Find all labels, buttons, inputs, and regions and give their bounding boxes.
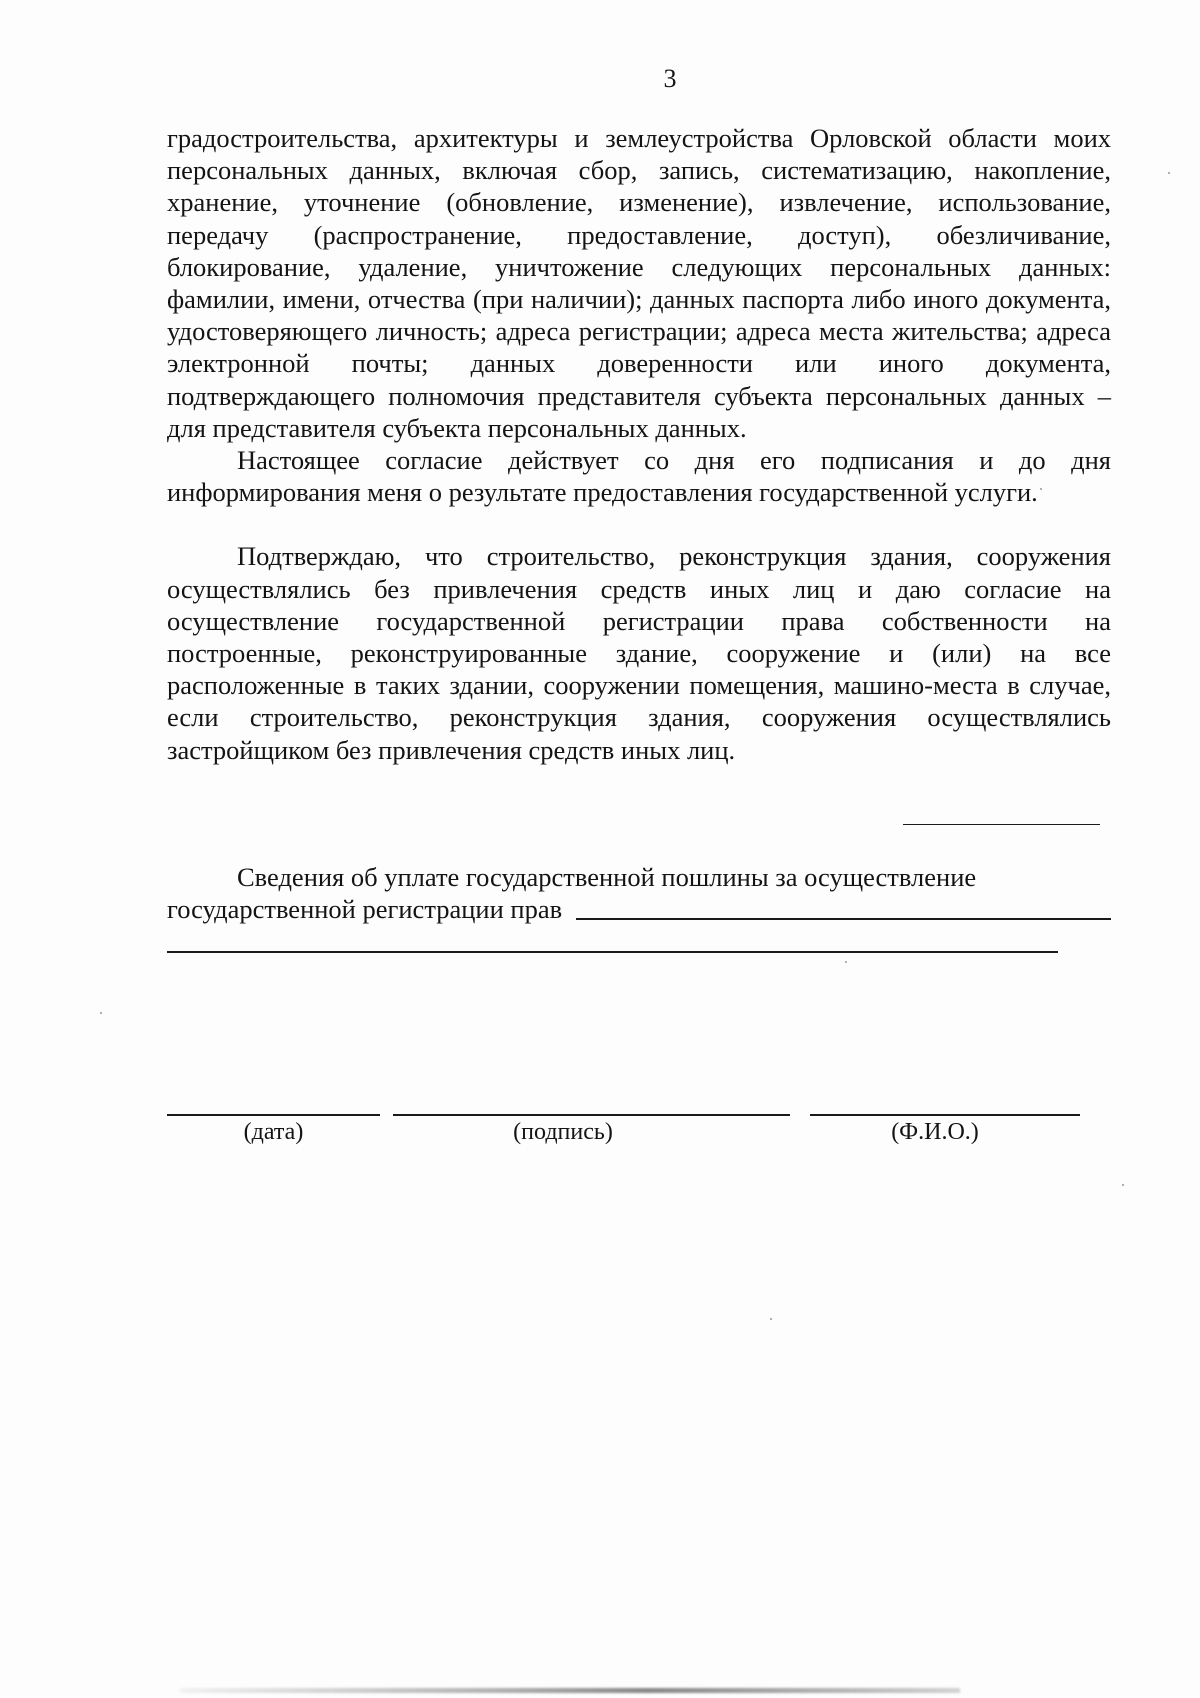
confirmation-signature-line (903, 824, 1100, 825)
payment-info-line1: Сведения об уплате государственной пошлины за осуществление (237, 862, 977, 892)
full-name-line (810, 1114, 1080, 1116)
scan-speck (1168, 172, 1170, 174)
payment-info-block (167, 861, 1111, 925)
consent-validity-paragraph: Настоящее согласие действует со дня его подписания и до дня информирования меня о результате предоставления государственной услуги. (167, 445, 1111, 508)
payment-info-line2: государственной регистрации прав (167, 894, 563, 925)
scan-speck (1040, 488, 1042, 490)
date-caption: (дата) (243, 1119, 304, 1145)
full-name-caption: (Ф.И.О.) (891, 1119, 979, 1145)
payment-info-extra-line (167, 951, 1058, 953)
scan-edge-artifact (180, 1688, 960, 1693)
page-number: 3 (663, 64, 677, 93)
payment-info-line2-row (167, 893, 1111, 925)
scan-speck (1122, 1184, 1124, 1186)
scan-speck (845, 961, 847, 963)
payment-info-fill-line (576, 918, 1111, 920)
date-line (167, 1114, 380, 1116)
scan-speck (100, 1012, 102, 1014)
construction-confirmation-paragraph: Подтверждаю, что строительство, реконструкция здания, сооружения осуществлялись без привлечения средств иных лиц и даю согласие на осуществление государственной регистрации права собственности на построенные, реконструированные здание, сооружение и (или) на все расположенные в таких здании, сооружении помещения, машино-места в случае, если строительство, реконструкция здания, сооружения осуществлялись застройщиком без привлечения средств иных лиц. (167, 541, 1111, 765)
signature-line (393, 1114, 790, 1116)
signature-caption: (подпись) (513, 1119, 613, 1145)
scan-speck (770, 1318, 772, 1320)
document-body (167, 122, 1111, 766)
consent-paragraph: градостроительства, архитектуры и землеустройства Орловской области моих персональных данных, включая сбор, запись, систематизацию, накопление, хранение, уточнение (обновление, изменение), извлечение, использование, передачу (распространение, предоставление, доступ), обезличивание, блокирование, удаление, уничтожение следующих персональных данных: фамилии, имени, отчества (при наличии); данных паспорта либо иного документа, удостоверяющего личность; адреса регистрации; адреса места жительства; адреса электронной почты; данных доверенности или иного документа, подтверждающего полномочия представителя субъекта персональных данных – для представителя субъекта персональных данных. (167, 123, 1111, 443)
